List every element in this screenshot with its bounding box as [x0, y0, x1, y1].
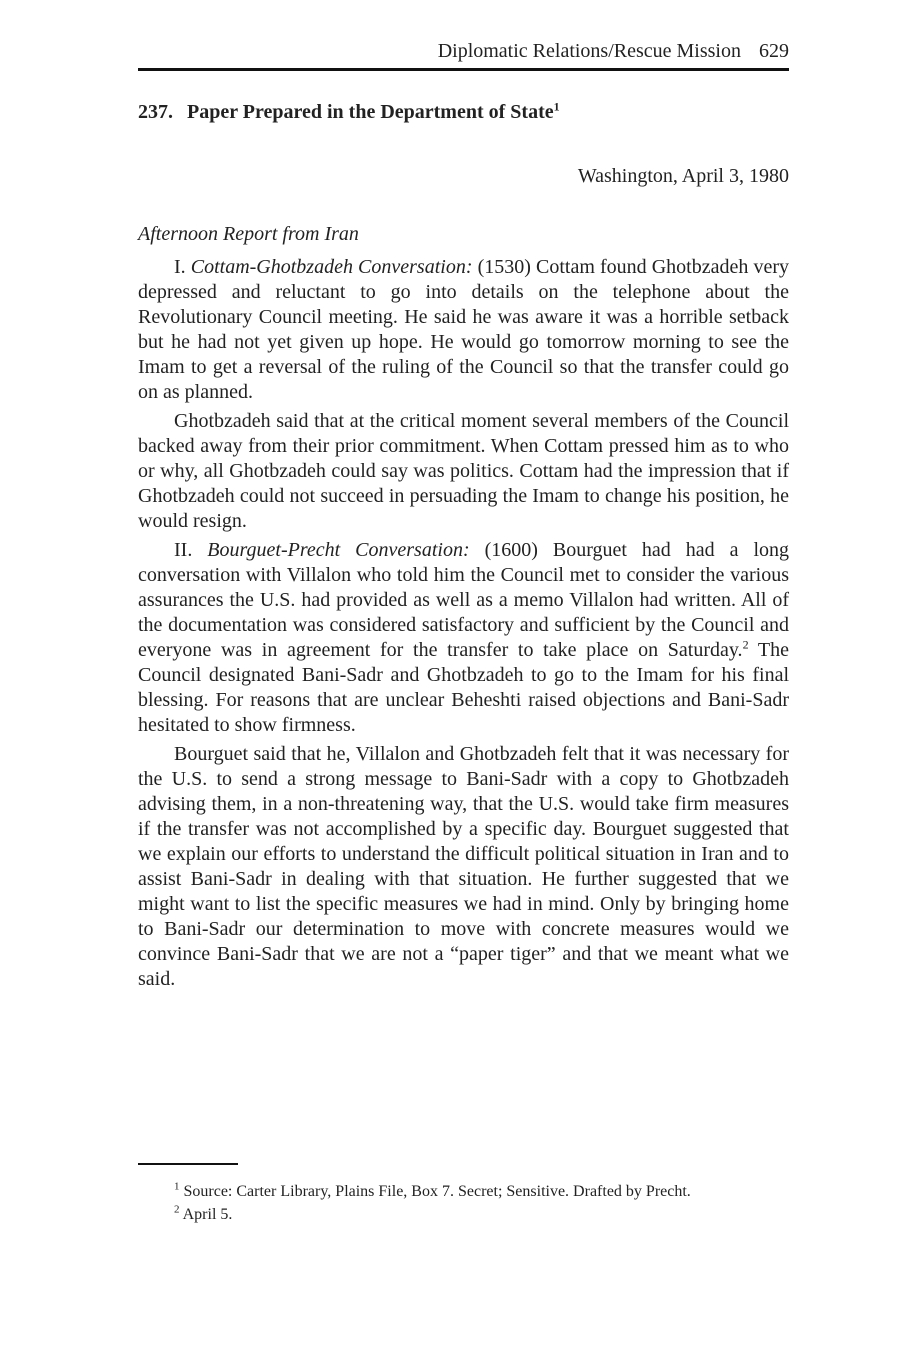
- header-rule: [138, 68, 789, 71]
- document-heading: [138, 98, 789, 126]
- section-label-1: Cottam-Ghotbzadeh Conversation:: [190, 256, 473, 278]
- section-numeral-2: II.: [174, 539, 208, 561]
- footnotes: [138, 1180, 789, 1226]
- paragraph-3-text-a: (1600) Bourguet had had a long conversation with Villalon who told him the Council met to consider the various assurances the U.S. had provided as well as a memo Villalon had written. All of the documentation was considered satisfactory and sufficient by the Council and everyone was in agreement for the transfer to take place on Saturday.: [138, 539, 789, 661]
- paragraph-1-text: (1530) Cottam found Ghotbzadeh very depressed and reluctant to go into details on the telephone about the Revolutionary Council meeting. He said he was aware it was a horrible setback but he had not yet given up hope. He would go tomorrow morning to see the Imam to get a reversal of the ruling of the Council so that the transfer could go on as planned.: [138, 256, 789, 403]
- running-header: [138, 36, 789, 66]
- paragraph-3-text-b: The Council designated Bani-Sadr and Ghotbzadeh to go to the Imam for his final blessing. For reasons that are unclear Beheshti raised objections and Bani-Sadr hesitated to show firmness.: [138, 639, 789, 736]
- paragraph-4-text: Bourguet said that he, Villalon and Ghotbzadeh felt that it was necessary for the U.S. to send a strong message to Bani-Sadr with a copy to Ghotbzadeh advising them, in a non-threatening way, that the U.S. would take firm measures if the transfer was not accomplished by a specific day. Bourguet suggested that we explain our efforts to understand the difficult political situation in Iran and to assist Bani-Sadr in dealing with that situation. He further suggested that we might want to list the specific measures we had in mind. Only by bringing home to Bani-Sadr our determination to move with concrete measures would we convince Bani-Sadr that we are not a “paper tiger” and that we meant what we said.: [138, 743, 789, 990]
- paragraph-1: [138, 255, 789, 405]
- running-header-title: Diplomatic Relations/Rescue Mission: [437, 40, 741, 62]
- footnote-1-marker: 1: [174, 1180, 180, 1193]
- report-title: Afternoon Report from Iran: [138, 223, 359, 245]
- footnote-1: [138, 1180, 789, 1203]
- footnote-1-text: Source: Carter Library, Plains File, Box 7. Secret; Sensitive. Drafted by Precht.: [179, 1183, 691, 1200]
- section-numeral-1: I.: [174, 256, 191, 278]
- document-number: 237.: [138, 101, 173, 123]
- paragraph-3: [138, 538, 789, 738]
- paragraph-2-text: Ghotbzadeh said that at the critical moment several members of the Council backed away from their prior commitment. When Cottam pressed him as to who or why, all Ghotbzadeh could say was politics. Cottam had the impression that if Ghotbzadeh could not succeed in persuading the Imam to change his position, he would resign.: [138, 410, 789, 532]
- footnote-ref-2: 2: [742, 637, 749, 652]
- paragraph-4: [138, 742, 789, 992]
- footnote-rule: [138, 1163, 238, 1165]
- paragraph-2: [138, 409, 789, 534]
- page-number: 629: [759, 40, 789, 62]
- footnote-ref-1: 1: [553, 99, 560, 114]
- footnote-2-text: April 5.: [179, 1206, 233, 1223]
- footnote-2-marker: 2: [174, 1203, 180, 1216]
- dateline: Washington, April 3, 1980: [577, 165, 789, 187]
- section-label-2: Bourguet-Precht Conversation:: [207, 539, 470, 561]
- footnote-2: [138, 1203, 789, 1226]
- document-title: Paper Prepared in the Department of State: [187, 101, 554, 123]
- document-body: [138, 255, 789, 996]
